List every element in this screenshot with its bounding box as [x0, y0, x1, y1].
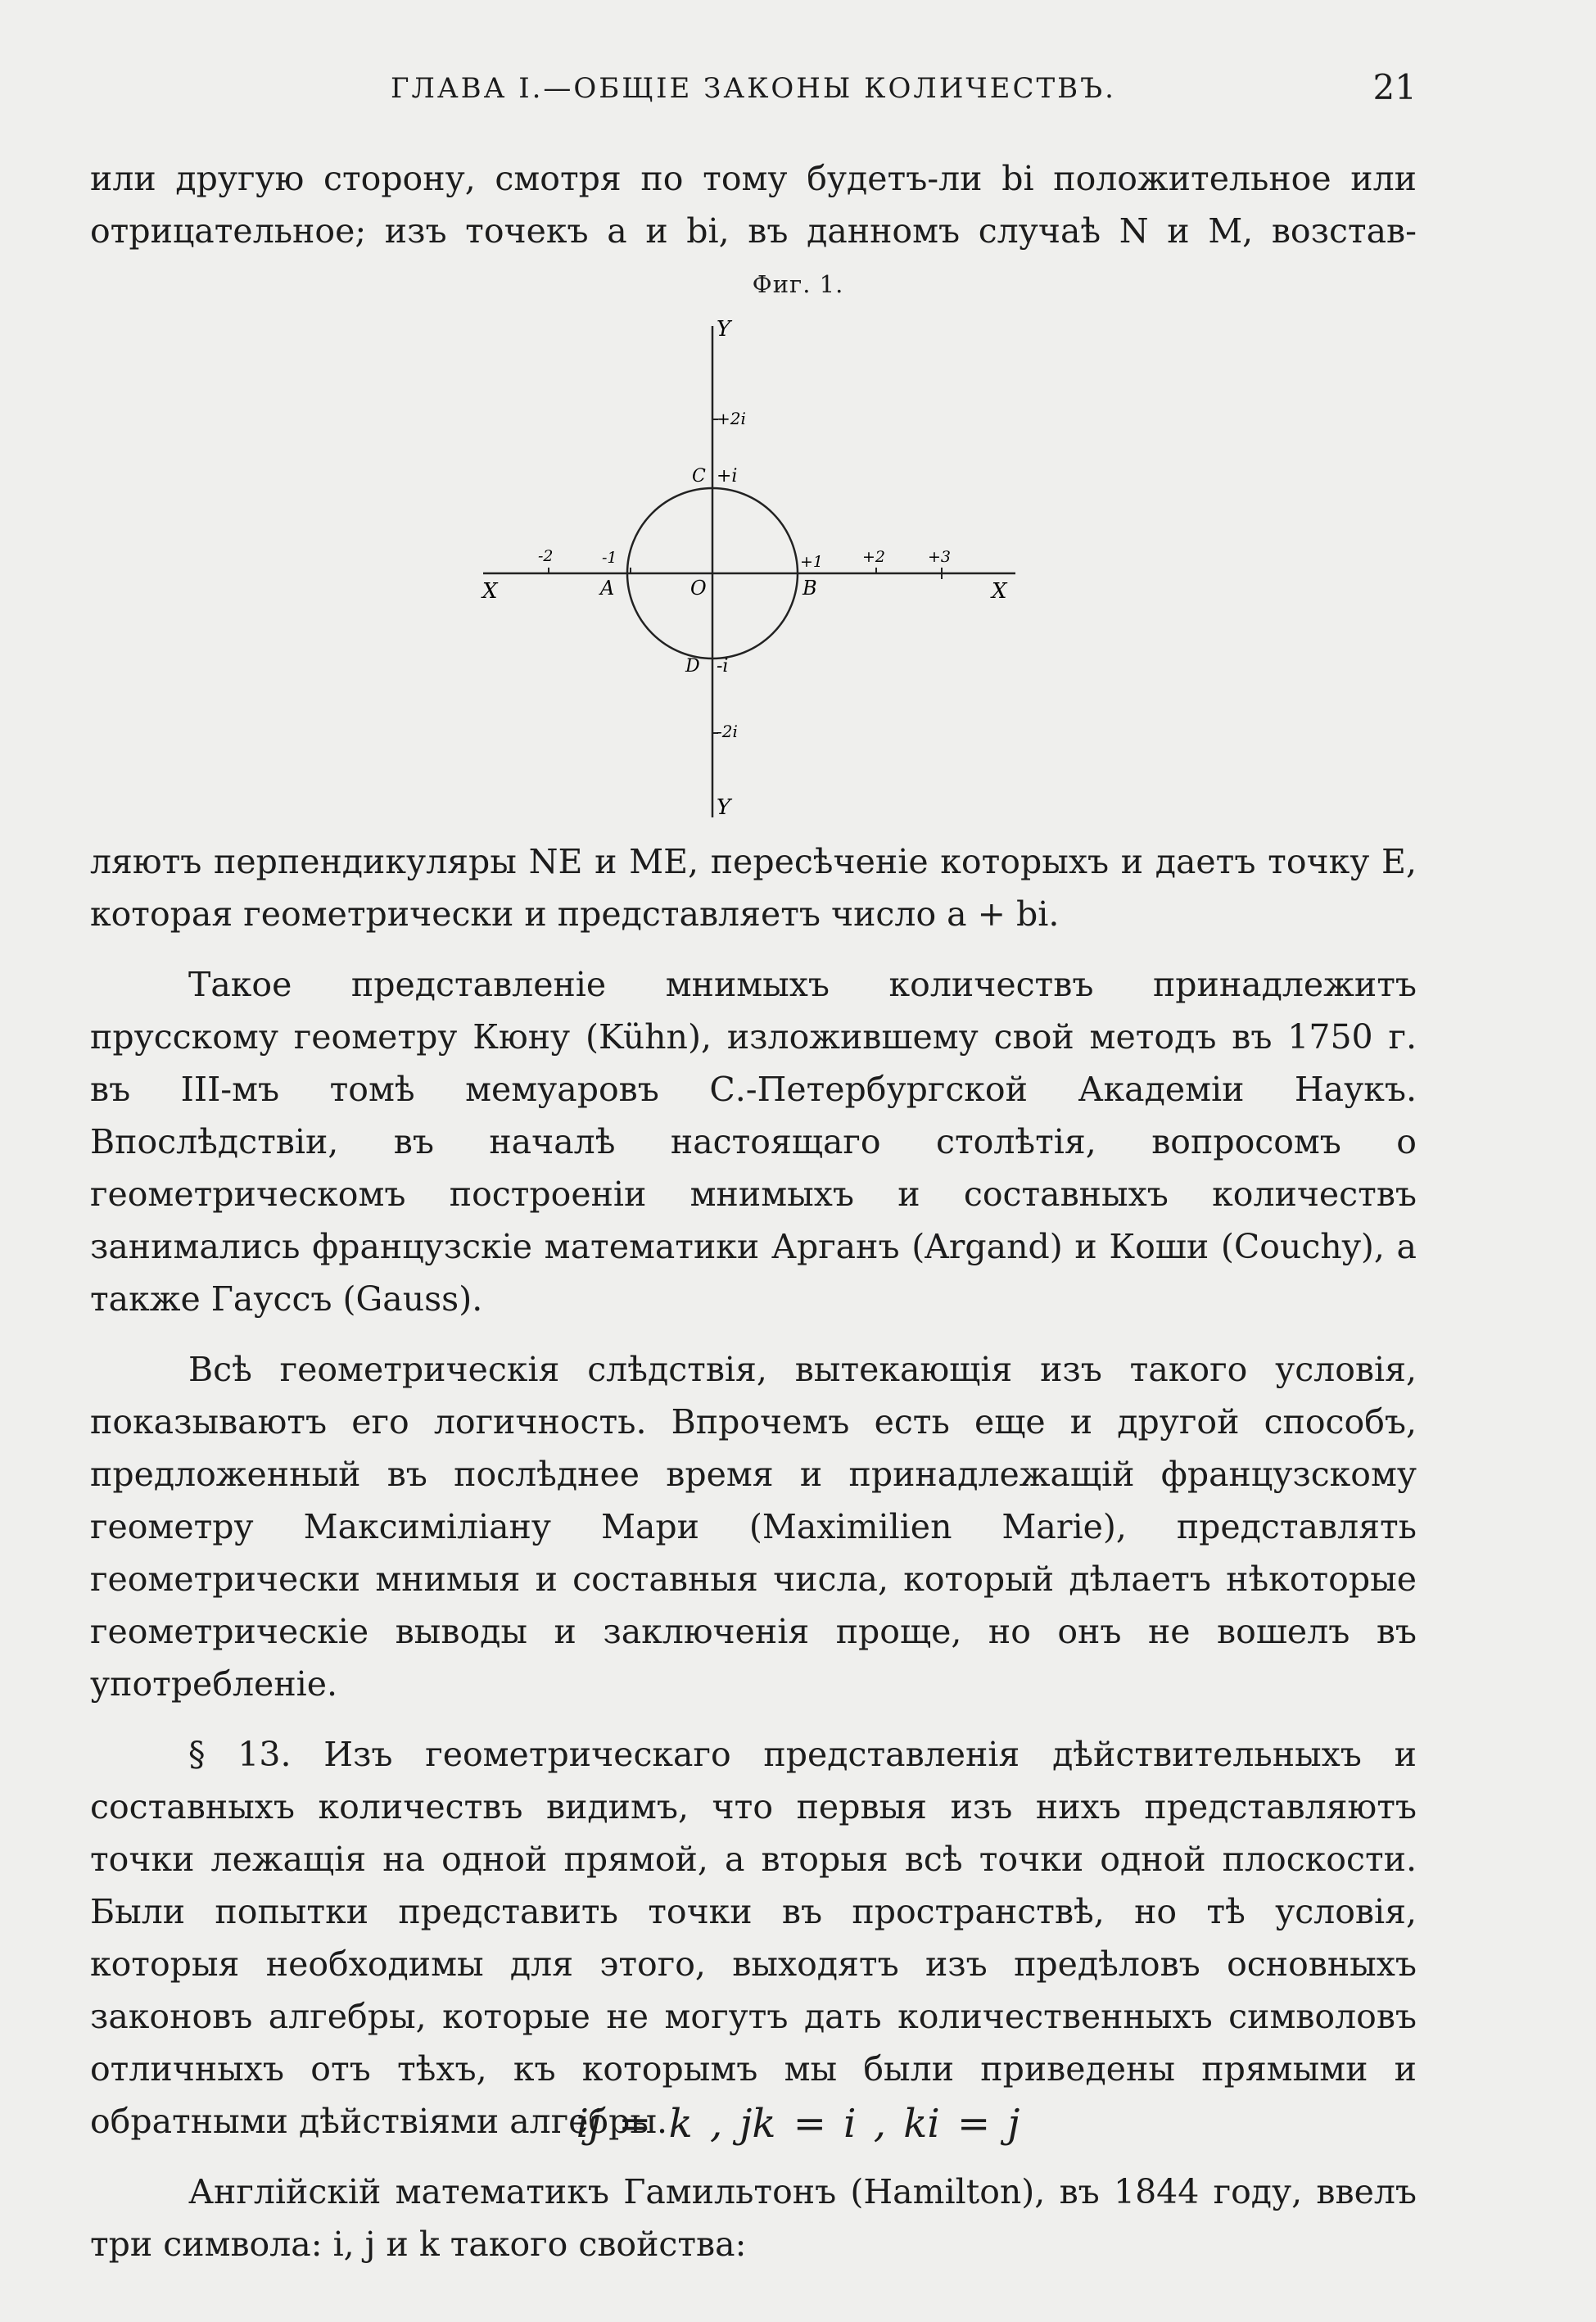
chapter-title: ГЛАВА I.—ОБЩІЕ ЗАКОНЫ КОЛИЧЕСТВЪ. [391, 72, 1116, 105]
tick-label: +2i [717, 409, 746, 428]
text-line: или другую сторону, смотря по тому будетъ-ли bi положительное или [90, 159, 1417, 198]
tick-label: +i [717, 466, 738, 487]
axis-label-x-right: X [992, 579, 1007, 604]
body-text [90, 835, 1417, 2270]
complex-plane-figure [471, 311, 1028, 835]
axis-label-y-top: Y [717, 317, 731, 342]
point-label-d: D [685, 656, 700, 677]
paragraph: Всѣ геометрическія слѣдствія, вытекающія изъ такого условія, показываютъ его логичность. Впрочемъ есть еще и другой способъ, предложенный въ послѣднее время и принадлежащій французскому геометру Максиміліану Мари (Maximilien Marie), представлять геометрически мнимыя и составныя числа, который дѣлаетъ нѣкоторые геометрическіе выводы и заключенія проще, но онъ не вошелъ въ употребленіе. [90, 1350, 1417, 1704]
point-label-o: O [690, 577, 707, 600]
tick-label: -1 [602, 549, 617, 567]
paragraph: Англійскій математикъ Гамильтонъ (Hamilton), въ 1844 году, ввелъ три символа: i, j и k такого свойства: [90, 2172, 1417, 2264]
page-number: 21 [1372, 67, 1417, 107]
figure-caption: Фиг. 1. [752, 270, 844, 298]
tick-label: +2 [862, 548, 886, 566]
paragraph: ляютъ перпендикуляры NE и ME, пересѣченіе которыхъ и даетъ точку E, которая геометрически и представляетъ число a + bi. [90, 842, 1417, 934]
tick-label: -2 [538, 547, 554, 565]
point-label-b: B [803, 577, 817, 600]
tick-label: -i [717, 656, 729, 677]
top-text-block [90, 152, 1417, 257]
axis-label-x-left: X [482, 579, 498, 604]
running-header [90, 67, 1417, 121]
quaternion-formula: ij = k , jk = i , ki = j [576, 2101, 1020, 2147]
tick-label: +3 [928, 548, 952, 566]
tick-label: -2i [717, 722, 738, 741]
point-label-c: C [692, 466, 706, 487]
paragraph: Такое представленіе мнимыхъ количествъ принадлежитъ прусскому геометру Кюну (Kühn), изложившему свой методъ въ 1750 г. въ III-мъ томѣ мемуаровъ С.-Петербургской Академіи Наукъ. Впослѣдствіи, въ началѣ настоящаго столѣтія, вопросомъ о геометрическомъ построеніи мнимыхъ и составныхъ количествъ занимались французскіе математики Арганъ (Argand) и Коши (Couchy), а также Гауссъ (Gauss). [90, 965, 1417, 1319]
paragraph: § 13. Изъ геометрическаго представленія дѣйствительныхъ и составныхъ количествъ видимъ, что первыя изъ нихъ представляютъ точки лежащія на одной прямой, а вторыя всѣ точки одной плоскости. Были попытки представить точки въ пространствѣ, но тѣ условія, которыя необходимы для этого, выходятъ изъ предѣловъ основныхъ законовъ алгебры, которые не могутъ дать количественныхъ символовъ отличныхъ отъ тѣхъ, къ которымъ мы были приведены прямыми и обратными дѣйствіями алгебры. [90, 1735, 1417, 2141]
text-line: отрицательное; изъ точекъ a и bi, въ данномъ случаѣ N и M, возстав- [90, 211, 1417, 251]
tick-label: +1 [800, 553, 824, 571]
point-label-a: A [600, 577, 615, 600]
axis-label-y-bottom: Y [717, 795, 731, 820]
